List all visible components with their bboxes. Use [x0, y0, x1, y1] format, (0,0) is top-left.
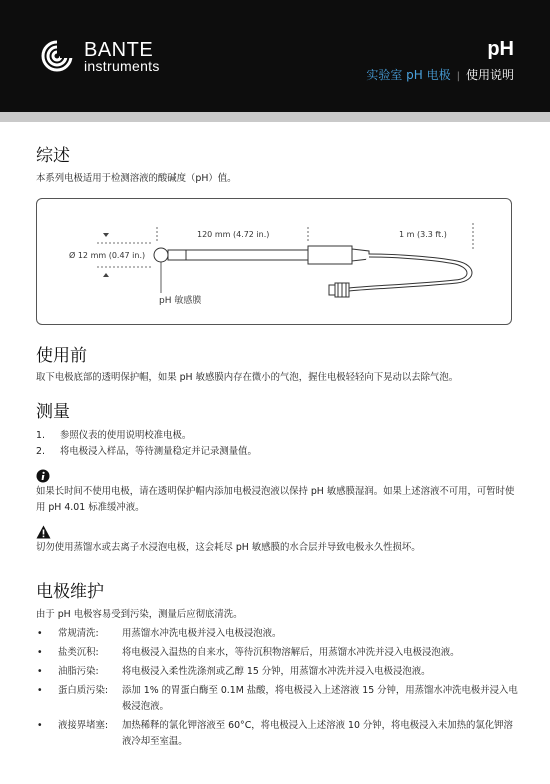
- warning-note: 切勿使用蒸馏水或去离子水浸泡电极，这会耗尽 pH 敏感膜的水合层并导致电极永久性损坏。: [36, 542, 421, 553]
- header-title-block: [366, 38, 514, 84]
- subtitle-product: 实验室 pH 电极: [366, 68, 451, 82]
- info-note: 如果长时间不使用电极，请在透明保护帽内添加电极浸泡液以保持 pH 敏感膜湿润。如果上述溶液不可用，可暂时使用 pH 4.01 标准缓冲液。: [36, 486, 515, 513]
- section-measure: [36, 402, 520, 556]
- info-icon-wrap: [36, 468, 520, 484]
- section-title-maintenance: 电极维护: [36, 582, 104, 602]
- section-before-use: [36, 346, 520, 386]
- dimension-diameter: Ø 12 mm (0.47 in.): [69, 251, 146, 260]
- label-ph-membrane: pH 敏感膜: [159, 296, 202, 306]
- measure-step: 2. 将电极浸入样品，等待测量稳定并记录测量值。: [36, 446, 257, 457]
- section-title-before-use: 使用前: [36, 346, 87, 366]
- brand-name: BANTE: [84, 39, 154, 61]
- list-item: • 常规清洗: 用蒸馏水冲洗电极并浸入电极浸泡液。: [37, 628, 282, 639]
- bante-logo-icon: [36, 40, 78, 72]
- electrode-diagram: [36, 198, 512, 325]
- maintenance-list: [36, 626, 520, 750]
- dimension-length: 120 mm (4.72 in.): [197, 230, 270, 239]
- bante-logo: [36, 40, 196, 76]
- overview-text: 本系列电极适用于检测溶液的酸碱度（pH）值。: [36, 173, 237, 184]
- subtitle-doc-type: 使用说明: [465, 68, 514, 82]
- list-item: • 盐类沉积: 将电极浸入温热的自来水，等待沉积物溶解后，用蒸馏水冲洗并浸入电极浸泡液。: [37, 647, 460, 658]
- section-title-measure: 测量: [36, 402, 70, 422]
- header-divider-band: [0, 112, 550, 122]
- dimension-cable: 1 m (3.3 ft.): [399, 230, 447, 239]
- before-use-text: 取下电极底部的透明保护帽，如果 pH 敏感膜内存在微小的气泡，握住电极轻轻向下晃动以去除气泡。: [36, 372, 459, 383]
- section-overview: [36, 146, 520, 187]
- list-item: • 液接界堵塞: 加热稀释的氯化钾溶液至 60°C，将电极浸入上述溶液 10 分钟，将电极浸入未加热的氯化钾溶液冷却至室温。: [37, 720, 513, 747]
- info-icon: [36, 469, 50, 483]
- list-item: • 蛋白质污染: 添加 1% 的胃蛋白酶至 0.1M 盐酸，将电极浸入上述溶液 15 分钟，用蒸馏水冲洗电极并浸入电极浸泡液。: [37, 685, 518, 712]
- warning-icon-wrap: [36, 524, 520, 540]
- brand-sub: instruments: [84, 58, 160, 74]
- section-title-overview: 综述: [36, 146, 70, 166]
- measure-steps: [36, 428, 520, 460]
- warning-icon: [36, 525, 51, 539]
- maintenance-intro: 由于 pH 电极容易受到污染，测量后应彻底清洗。: [36, 609, 243, 620]
- subtitle-separator: |: [456, 71, 460, 82]
- measure-step: 1. 参照仪表的使用说明校准电极。: [36, 430, 192, 441]
- electrode-drawing: [37, 199, 511, 324]
- list-item: • 油脂污染: 将电极浸入柔性洗涤剂或乙醇 15 分钟，用蒸馏水冲洗并浸入电极浸泡液。: [37, 666, 431, 677]
- document-subtitle: [366, 68, 514, 84]
- header-bar: [0, 0, 550, 112]
- section-maintenance: [36, 582, 520, 750]
- product-name: pH: [487, 38, 514, 60]
